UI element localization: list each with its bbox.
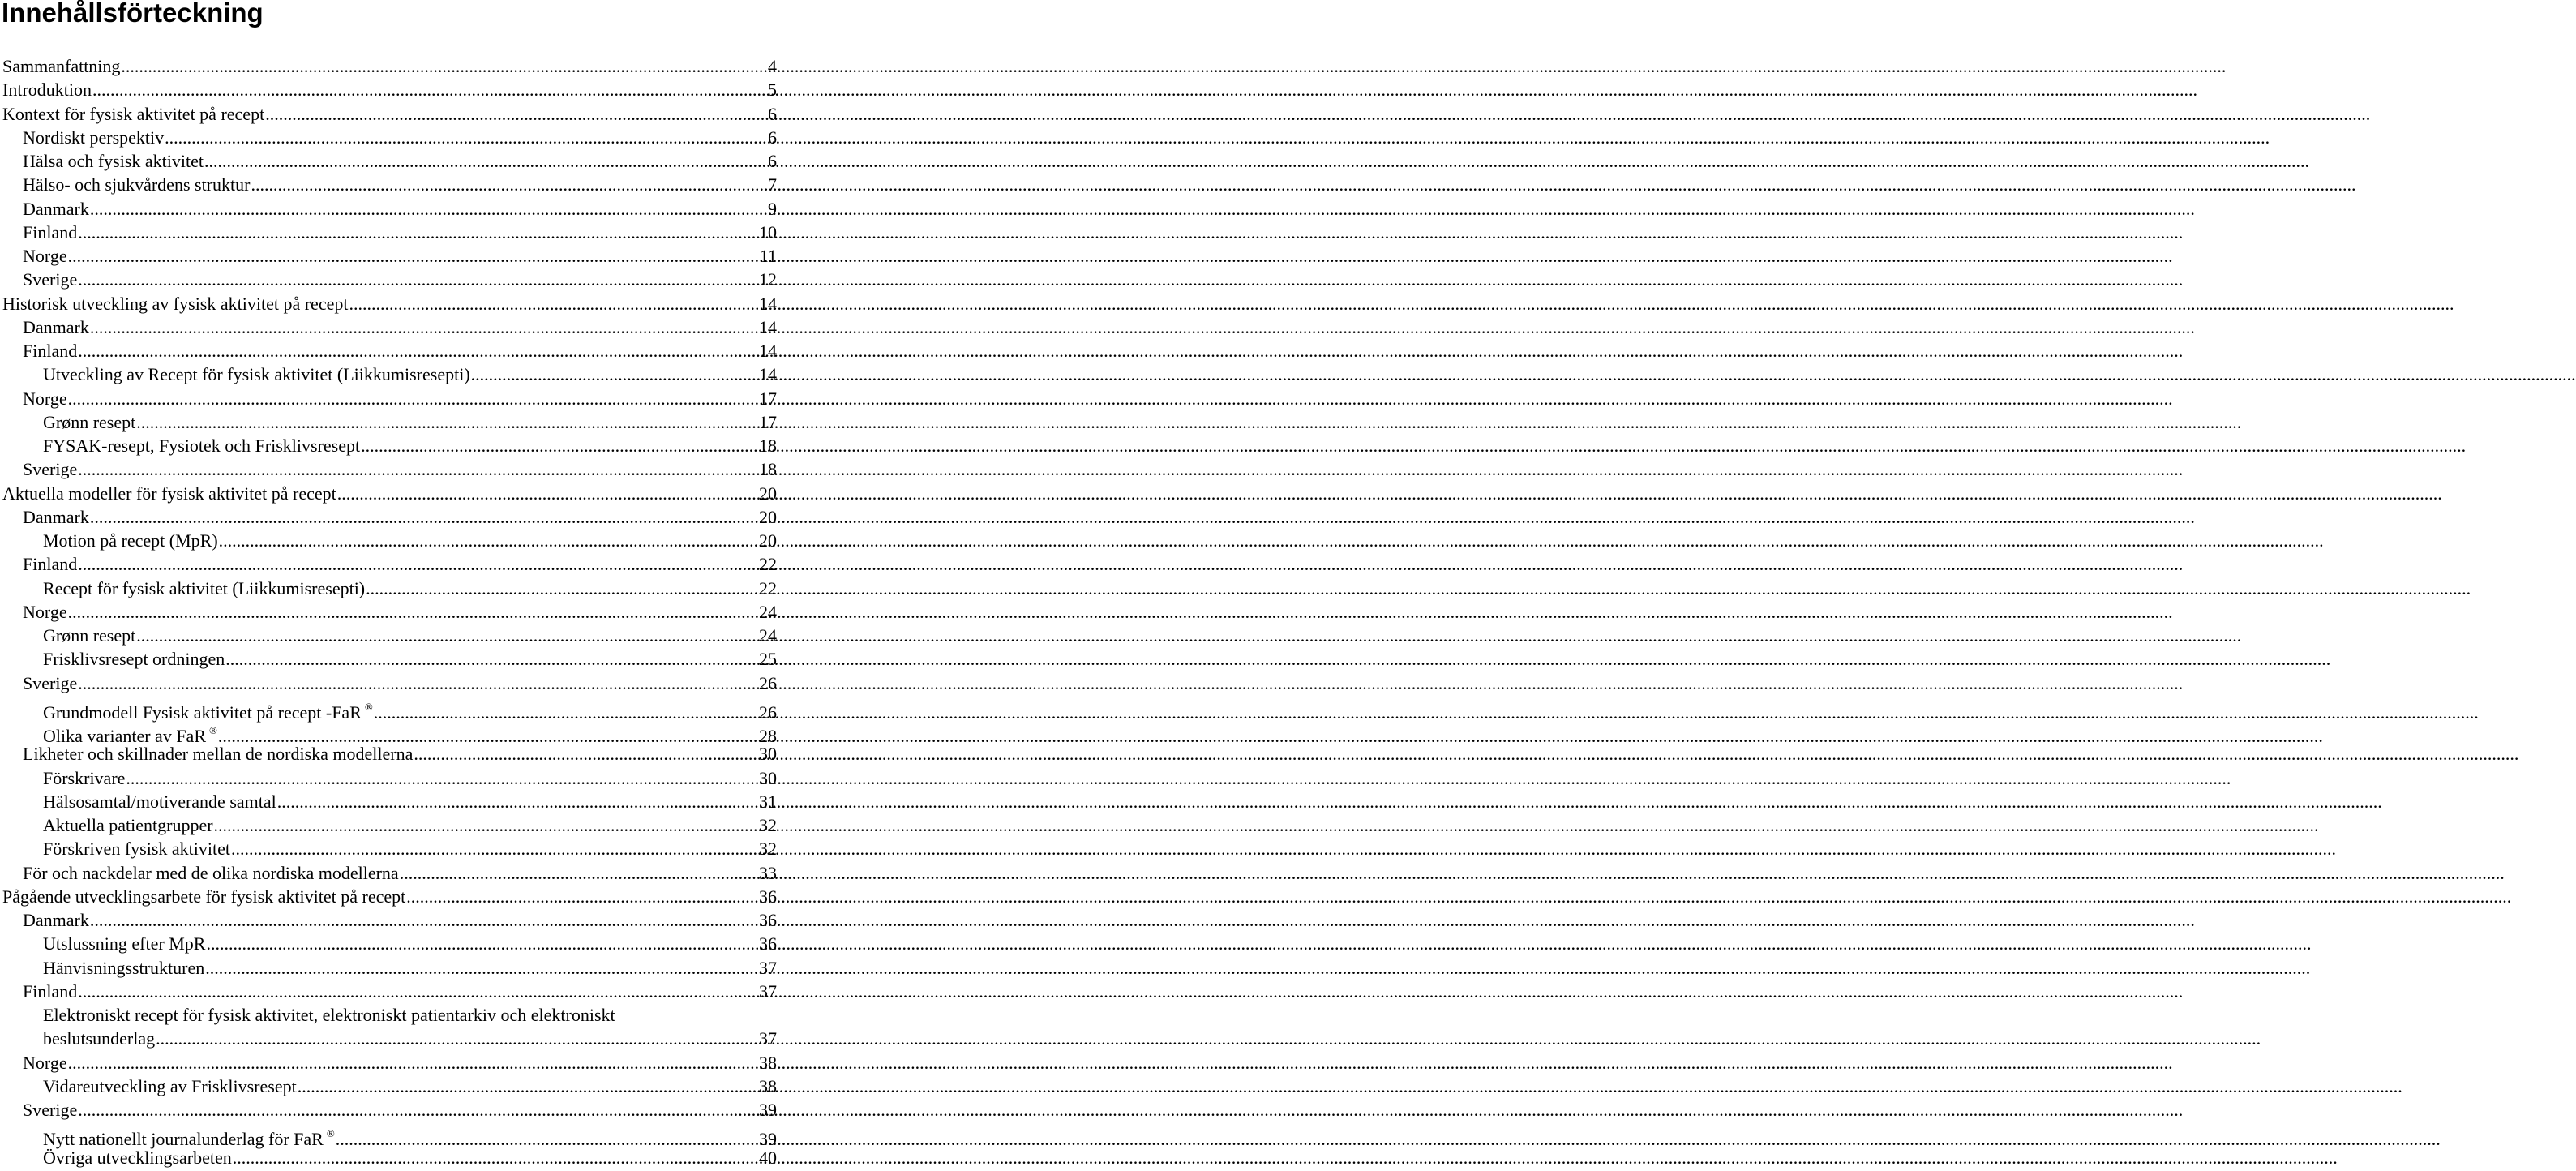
toc-entry-title-text: För och nackdelar med de olika nordiska modellerna	[23, 862, 399, 883]
toc-entry-title-text: Olika varianter av FaR	[43, 726, 206, 746]
toc-entry-title-continued: beslutsunderlag	[43, 1028, 156, 1049]
toc-entry-title	[23, 505, 89, 529]
toc-page-number: 10	[759, 221, 777, 242]
toc-entry-title-text: Sverige	[23, 1100, 78, 1120]
toc-entry-title-text: FYSAK-resept, Fysiotek och Frisklivsresept	[43, 435, 361, 456]
toc-page-number: 9	[768, 198, 777, 219]
toc-entry[interactable]	[0, 410, 777, 434]
toc-leader-dots	[78, 552, 758, 576]
toc-entry-title	[23, 387, 67, 410]
toc-entry[interactable]	[0, 244, 777, 268]
toc-entry[interactable]	[0, 956, 777, 980]
toc-page-number: 37	[759, 957, 777, 978]
toc-leader-dots	[121, 54, 767, 78]
toc-entry-title-text: Sverige	[23, 269, 78, 290]
toc-leader-dots	[349, 292, 758, 315]
toc-entry-title	[43, 956, 204, 980]
toc-entry-title	[43, 410, 135, 434]
toc-entry-title	[23, 1051, 67, 1074]
toc-entry[interactable]	[0, 457, 777, 481]
toc-entry-title	[23, 1098, 77, 1122]
toc-entry-title-text: Sverige	[23, 672, 78, 693]
toc-entry-title-text: Grønn resept	[43, 411, 136, 432]
toc-entry-title-text: Motion på recept (MpR)	[43, 530, 218, 551]
toc-entry-title	[23, 221, 77, 244]
toc-entry[interactable]	[0, 885, 777, 908]
toc-page-number: 18	[759, 435, 777, 456]
toc-entry[interactable]	[0, 790, 777, 813]
toc-leader-dots	[126, 766, 758, 790]
toc-entry[interactable]	[0, 529, 777, 552]
toc-page-number: 14	[759, 293, 777, 314]
toc-entry-title-text: Likheter och skillnader mellan de nordiska modellerna	[23, 744, 414, 765]
toc-entry-title-text: Danmark	[23, 910, 89, 930]
toc-entry-title-text: Finland	[23, 554, 78, 575]
toc-entry-title	[23, 268, 77, 291]
toc-leader-dots	[136, 410, 758, 434]
toc-entry-title	[2, 78, 92, 101]
toc-entry-title: Elektroniskt recept för fysisk aktivitet, elektroniskt patientarkiv och elektroniskt	[43, 1005, 615, 1025]
toc-entry[interactable]	[0, 149, 777, 173]
toc-page-number: 26	[759, 701, 777, 723]
toc-entry[interactable]	[0, 980, 777, 1003]
toc-leader-dots	[471, 362, 758, 386]
toc-page-number: 26	[759, 672, 777, 693]
toc-entry-title-text: Historisk utveckling av fysisk aktivitet på recept	[2, 293, 349, 314]
toc-entry-title-text: Pågående utvecklingsarbete för fysisk aktivitet på recept	[2, 886, 406, 907]
toc-page-number: 24	[759, 601, 777, 622]
toc-leader-dots	[225, 647, 758, 671]
toc-entry-title-text: Finland	[23, 980, 78, 1002]
registered-mark: ®	[209, 724, 217, 736]
toc-entry[interactable]	[0, 552, 777, 576]
toc-entry-title	[43, 766, 125, 790]
toc-leader-dots	[205, 956, 758, 980]
toc-entry[interactable]	[0, 173, 777, 196]
toc-entry-title-text: Aktuella patientgrupper	[43, 815, 213, 835]
toc-page-number: 6	[768, 103, 777, 124]
toc-entry-title-text: Norge	[23, 388, 67, 409]
toc-entry-title	[23, 173, 250, 196]
toc-entry-title	[43, 790, 276, 813]
toc-entry[interactable]	[0, 54, 777, 78]
toc-entry-title-text: Introduktion	[2, 79, 92, 101]
toc-entry-title	[2, 885, 405, 908]
toc-entry[interactable]	[0, 861, 777, 885]
toc-entry[interactable]	[0, 482, 777, 505]
toc-entry-title	[23, 315, 89, 339]
toc-entry[interactable]	[0, 600, 777, 624]
toc-leader-dots	[231, 837, 758, 860]
toc-entry[interactable]	[0, 1051, 777, 1074]
toc-entry-title-text: Hälso- och sjukvårdens struktur	[23, 174, 251, 195]
toc-entry-title	[23, 457, 77, 481]
toc-entry-title-text: Norge	[23, 246, 67, 266]
toc-entry-title-text: Danmark	[23, 506, 89, 527]
toc-entry[interactable]	[0, 932, 777, 955]
toc-entry-title-text: Utslussning efter MpR	[43, 933, 206, 954]
toc-leader-dots	[78, 457, 758, 481]
toc-entry-title	[2, 482, 336, 505]
toc-entry-title	[43, 647, 225, 671]
toc-leader-dots	[68, 244, 759, 268]
toc-page-number: 12	[759, 269, 777, 290]
toc-leader-dots	[251, 173, 767, 196]
toc-page-number: 32	[759, 839, 777, 860]
toc-entry[interactable]	[0, 813, 777, 837]
toc-entry-title-text: Övriga utvecklingsarbeten	[43, 1147, 232, 1168]
toc-page-number: 32	[759, 815, 777, 835]
toc-entry-title-text: Sverige	[23, 459, 78, 480]
toc-page-number: 36	[759, 910, 777, 930]
toc-entry-title-text: Finland	[23, 341, 78, 361]
toc-page-number: 6	[768, 151, 777, 171]
toc-page-number: 39	[759, 1129, 777, 1150]
toc-page-number: 20	[759, 506, 777, 527]
toc-page-number: 38	[759, 1052, 777, 1073]
toc-entry-title-text: Vidareutveckling av Frisklivsresept	[43, 1075, 297, 1096]
toc-page-number: 14	[759, 316, 777, 337]
toc-entry-title	[43, 577, 365, 600]
toc-entry-title	[43, 362, 470, 386]
toc-leader-dots	[78, 1098, 758, 1122]
toc-entry-title-text: Danmark	[23, 316, 89, 337]
toc-entry-title	[23, 742, 413, 766]
toc-leader-dots	[206, 932, 758, 955]
toc-leader-dots	[68, 600, 758, 624]
toc-leader-dots	[78, 339, 758, 362]
toc-page-number: 14	[759, 364, 777, 385]
toc-entry-title-text: Hälsa och fysisk aktivitet	[23, 151, 204, 171]
toc-page-number: 36	[759, 886, 777, 907]
toc-page-number: 37	[759, 980, 777, 1002]
toc-entry-title	[23, 149, 204, 173]
toc-leader-dots	[92, 78, 767, 101]
registered-mark: ®	[364, 700, 373, 713]
toc-entry-title-text: Utveckling av Recept för fysisk aktivitet (Liikkumisresepti)	[43, 364, 470, 385]
toc-page-number: 18	[759, 459, 777, 480]
toc-leader-dots	[406, 885, 758, 908]
toc-entry-title-text: Nordiskt perspektiv	[23, 127, 165, 148]
toc-entry[interactable]	[0, 102, 777, 126]
toc-page-number: 25	[759, 649, 777, 670]
toc-leader-dots	[337, 482, 758, 505]
toc-entry-title	[43, 529, 218, 552]
toc-page-number: 11	[759, 246, 777, 266]
toc-entry-title	[23, 126, 164, 149]
toc-leader-dots	[68, 387, 758, 410]
toc-page-number: 5	[768, 79, 777, 101]
toc-entry-title	[2, 54, 120, 78]
toc-entry-title-text: Hänvisningsstrukturen	[43, 957, 205, 978]
toc-leader-dots	[277, 790, 758, 813]
toc-entry[interactable]	[0, 387, 777, 410]
toc-page-number: 4	[768, 56, 777, 76]
toc-leader-dots	[214, 813, 758, 837]
toc-entry-row	[43, 1027, 777, 1050]
toc-entry-title-text: Recept för fysisk aktivitet (Liikkumisresepti)	[43, 577, 366, 598]
toc-entry[interactable]	[0, 1003, 777, 1051]
toc-page-number: 6	[768, 127, 777, 148]
toc-entry-title-text: Norge	[23, 1052, 67, 1073]
toc-page-number: 40	[759, 1147, 777, 1168]
toc-page-number: 38	[759, 1075, 777, 1096]
toc-entry[interactable]	[0, 339, 777, 362]
toc-entry[interactable]	[0, 434, 777, 457]
registered-mark: ®	[326, 1127, 335, 1140]
toc-leader-dots	[90, 197, 767, 221]
toc-entry-title	[23, 671, 77, 695]
toc-entry-title-text: Danmark	[23, 198, 89, 219]
toc-entry-title	[23, 552, 77, 576]
toc-page-number: 28	[759, 726, 777, 746]
toc-entry-title-text: Frisklivsresept ordningen	[43, 649, 225, 670]
toc-entry-title-text: Sammanfattning	[2, 56, 121, 76]
toc-leader-dots	[204, 149, 767, 173]
toc-page-number: 14	[759, 341, 777, 361]
toc-entry-title-text: Grønn resept	[43, 625, 136, 646]
toc-entry-wrap	[43, 1003, 777, 1051]
toc-entry-title-text: Kontext för fysisk aktivitet på recept	[2, 103, 265, 124]
toc-entry-title	[43, 1146, 232, 1169]
toc-entry[interactable]	[0, 292, 777, 315]
toc-entry-title	[23, 339, 77, 362]
toc-entry-title	[23, 908, 89, 932]
toc-leader-dots	[78, 980, 758, 1003]
toc-entry[interactable]	[0, 647, 777, 671]
toc-entry-title-text: Finland	[23, 221, 78, 242]
toc-leader-dots	[136, 624, 758, 647]
toc-leader-dots	[400, 861, 758, 885]
toc-entry-title-text: Nytt nationellt journalunderlag för FaR	[43, 1129, 324, 1150]
toc-leader-dots	[90, 908, 758, 932]
toc-entry-title	[23, 861, 399, 885]
toc-entry[interactable]	[0, 837, 777, 860]
toc-entry[interactable]	[0, 742, 777, 766]
toc-leader-dots	[68, 1051, 758, 1074]
toc-entry[interactable]	[0, 315, 777, 339]
toc-entry[interactable]	[0, 1074, 777, 1098]
toc-leader-dots	[265, 102, 767, 126]
toc-leader-dots	[414, 742, 758, 766]
toc-entry-title	[23, 980, 77, 1003]
toc-leader-dots	[165, 126, 767, 149]
toc-page-number: 39	[759, 1100, 777, 1120]
toc-leader-dots	[361, 434, 758, 457]
toc-entry[interactable]	[0, 362, 777, 386]
toc-page-number: 17	[759, 388, 777, 409]
toc-leader-dots	[374, 701, 758, 724]
toc-leader-dots	[156, 1027, 758, 1050]
toc-leader-dots	[78, 671, 758, 695]
toc-page-number: 20	[759, 483, 777, 504]
toc-leader-dots	[233, 1146, 758, 1169]
toc-entry[interactable]	[0, 577, 777, 600]
toc-page-number: 30	[759, 744, 777, 765]
toc-entry[interactable]	[0, 221, 777, 244]
toc-entry-title	[2, 102, 264, 126]
toc-page-number: 37	[759, 1028, 777, 1049]
toc-entry-title-text: Aktuella modeller för fysisk aktivitet på recept	[2, 483, 336, 504]
toc-entry[interactable]	[0, 624, 777, 647]
page-title: Innehållsförteckning	[2, 0, 264, 28]
toc-entry[interactable]	[0, 695, 777, 723]
toc-page-number: 20	[759, 530, 777, 551]
toc-entry[interactable]	[0, 268, 777, 291]
toc-entry[interactable]	[0, 671, 777, 695]
toc-leader-dots	[90, 315, 758, 339]
toc-entry[interactable]	[0, 126, 777, 149]
toc-entry[interactable]	[0, 197, 777, 221]
toc-entry[interactable]	[0, 78, 777, 101]
toc-entry-title-text: Förskrivare	[43, 767, 126, 788]
toc-entry-title	[23, 197, 89, 221]
toc-entry-title	[43, 434, 360, 457]
toc-entry-title	[23, 600, 67, 624]
toc-leader-dots	[366, 577, 758, 600]
toc-leader-dots	[298, 1074, 758, 1098]
toc-entry-title	[2, 292, 348, 315]
toc-leader-dots	[219, 529, 758, 552]
toc-page-number: 36	[759, 933, 777, 954]
table-of-contents	[0, 54, 777, 1169]
toc-page-number: 24	[759, 625, 777, 646]
toc-page-number: 30	[759, 767, 777, 788]
toc-entry-title-text: Grundmodell Fysisk aktivitet på recept -FaR	[43, 701, 362, 723]
toc-entry-title-text: Norge	[23, 601, 67, 622]
toc-leader-dots	[78, 268, 758, 291]
toc-entry-title-text: Förskriven fysisk aktivitet	[43, 839, 230, 860]
toc-entry[interactable]	[0, 1122, 777, 1150]
toc-page-number: 17	[759, 411, 777, 432]
toc-entry[interactable]	[0, 908, 777, 932]
toc-entry-title	[43, 837, 230, 860]
toc-entry-title-text: Hälsosamtal/motiverande samtal	[43, 791, 276, 812]
toc-entry-title	[43, 1074, 297, 1098]
toc-page-number: 7	[768, 174, 777, 195]
toc-page-number: 31	[759, 791, 777, 812]
toc-entry-title	[43, 932, 205, 955]
toc-page-number: 22	[759, 554, 777, 575]
toc-entry[interactable]	[0, 1146, 777, 1169]
toc-entry-title	[43, 624, 135, 647]
toc-leader-dots	[78, 221, 758, 244]
toc-page-number: 22	[759, 577, 777, 598]
toc-entry-title	[23, 244, 67, 268]
toc-leader-dots	[90, 505, 758, 529]
toc-entry[interactable]	[0, 505, 777, 529]
toc-entry-title	[43, 813, 213, 837]
toc-page-number: 33	[759, 862, 777, 883]
toc-entry[interactable]	[0, 1098, 777, 1122]
toc-entry[interactable]	[0, 766, 777, 790]
